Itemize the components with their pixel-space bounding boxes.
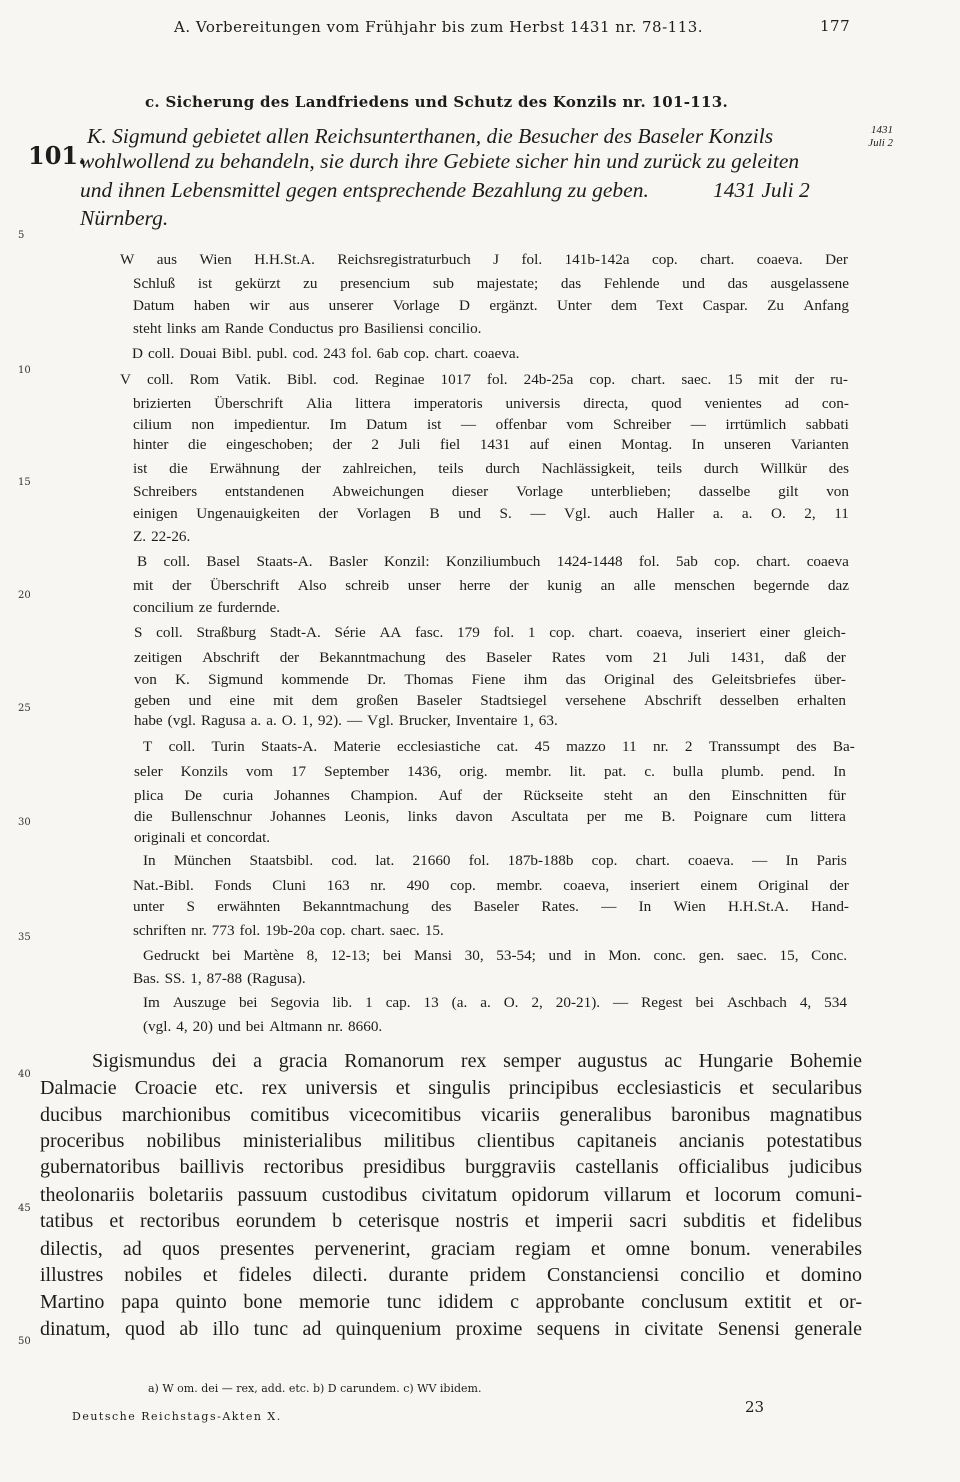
apparatus-line: von K. Sigmund kommende Dr. Thomas Fiene ihm das Original des Geleitsbriefes über- bbox=[134, 671, 846, 688]
text-line: theolonariis boletariis passuum custodibus civitatum opidorum villarum et locorum comuni- bbox=[40, 1184, 862, 1206]
apparatus-line: Schluß ist gekürzt zu presencium sub majestate; das Fehlende und das ausgelassene bbox=[133, 275, 849, 292]
margin-date-year: 1431 bbox=[871, 124, 893, 136]
apparatus-line: Datum haben wir aus unserer Vorlage D ergänzt. Unter dem Text Caspar. Zu Anfang bbox=[133, 297, 849, 314]
apparatus-line: plica De curia Johannes Champion. Auf der Rückseite steht an den Einschnitten für bbox=[134, 787, 846, 804]
document-date: 1431 Juli 2 bbox=[713, 178, 810, 202]
text-line: dilectis, ad quos presentes pervenerint, graciam regiam et omne bonum. venerabiles bbox=[40, 1238, 862, 1260]
apparatus-line: In München Staatsbibl. cod. lat. 21660 fol. 187b-188b cop. chart. coaeva. — In Paris bbox=[143, 852, 847, 869]
apparatus-line: S coll. Straßburg Stadt-A. Série AA fasc. 179 fol. 1 cop. chart. coaeva, inseriert einer gleich- bbox=[134, 624, 846, 641]
apparatus-line: cilium non impedientur. Im Datum ist — offenbar vom Schreiber — irrtümlich sabbati bbox=[133, 416, 849, 433]
apparatus-line: geben und eine mit dem großen Baseler Stadtsiegel versehene Abschrift desselben erhalten bbox=[134, 692, 846, 709]
apparatus-line: T coll. Turin Staats-A. Materie ecclesiastiche cat. 45 mazzo 11 nr. 2 Transsumpt des Ba- bbox=[143, 738, 855, 755]
apparatus-line: Schreibers entstandenen Abweichungen dieser Vorlage unterblieben; dasselbe gilt von bbox=[133, 483, 849, 500]
apparatus-line: Nat.-Bibl. Fonds Cluni 163 nr. 490 cop. membr. coaeva, inseriert einem Original der bbox=[133, 877, 849, 894]
apparatus-line: brizierten Überschrift Alia littera imperatoris universis directa, quod venientes ad con- bbox=[133, 395, 849, 412]
text-line: dinatum, quod ab illo tunc ad quinquenium proxime sequens in civitate Senensi generale bbox=[40, 1318, 862, 1340]
line-number: 15 bbox=[18, 477, 31, 488]
apparatus-line: hinter die eingeschoben; der 2 Juli fiel 1431 auf einen Montag. In unseren Varianten bbox=[133, 436, 849, 453]
text-line: Sigismundus dei a gracia Romanorum rex semper augustus ac Hungarie Bohemie bbox=[92, 1050, 862, 1072]
apparatus-line: Gedruckt bei Martène 8, 12-13; bei Mansi 30, 53-54; und in Mon. conc. gen. saec. 15, Conc. bbox=[143, 947, 847, 964]
document-title-line-3: und ihnen Lebensmittel gegen entsprechende Bezahlung zu geben. bbox=[80, 178, 649, 202]
apparatus-line: mit der Überschrift Also schreib unser herre der kunig an alle menschen begernde daz bbox=[133, 577, 849, 594]
line-number: 5 bbox=[18, 230, 25, 241]
line-number: 30 bbox=[18, 817, 31, 828]
apparatus-line: seler Konzils vom 17 September 1436, orig. membr. lit. pat. c. bulla plumb. pend. In bbox=[134, 763, 846, 780]
apparatus-line: V coll. Rom Vatik. Bibl. cod. Reginae 1017 fol. 24b-25a cop. chart. saec. 15 mit der ru- bbox=[120, 371, 848, 388]
apparatus-line: B coll. Basel Staats-A. Basler Konzil: Konziliumbuch 1424-1448 fol. 5ab cop. chart. coaeva bbox=[137, 553, 849, 570]
line-number: 20 bbox=[18, 590, 31, 601]
apparatus-line: W aus Wien H.H.St.A. Reichsregistraturbuch J fol. 141b-142a cop. chart. coaeva. Der bbox=[120, 251, 848, 268]
apparatus-line: (vgl. 4, 20) und bei Altmann nr. 8660. bbox=[143, 1018, 383, 1035]
apparatus-line: Z. 22-26. bbox=[133, 528, 191, 545]
line-number: 45 bbox=[18, 1203, 31, 1214]
apparatus-line: unter S erwähnten Bekanntmachung des Baseler Rates. — In Wien H.H.St.A. Hand- bbox=[133, 898, 849, 915]
margin-date bbox=[848, 124, 893, 150]
text-line: illustres nobiles et fideles dilecti. durante pridem Constanciensi concilio et domino bbox=[40, 1264, 862, 1286]
text-line: gubernatoribus baillivis rectoribus presidibus burggraviis castellanis officialibus judicibus bbox=[40, 1156, 862, 1178]
apparatus-line: habe (vgl. Ragusa a. a. O. 1, 92). — Vgl. Brucker, Inventaire 1, 63. bbox=[134, 712, 558, 729]
section-heading: c. Sicherung des Landfriedens und Schutz des Konzils nr. 101-113. bbox=[145, 93, 728, 111]
document-title-line-4: Nürnberg. bbox=[80, 206, 169, 230]
apparatus-line: Bas. SS. 1, 87-88 (Ragusa). bbox=[133, 970, 306, 987]
text-line: ducibus marchionibus comitibus vicecomitibus vicariis generalibus baronibus magnatibus bbox=[40, 1104, 862, 1126]
line-number: 50 bbox=[18, 1336, 31, 1347]
signature-number: 23 bbox=[745, 1398, 765, 1416]
line-number: 40 bbox=[18, 1069, 31, 1080]
apparatus-line: originali et concordat. bbox=[134, 829, 271, 846]
apparatus-line: ist die Erwähnung der zahlreichen, teils durch Nachlässigkeit, teils durch Willkür des bbox=[133, 460, 849, 477]
apparatus-line: einigen Ungenauigkeiten der Vorlagen B und S. — Vgl. auch Haller a. a. O. 2, 11 bbox=[133, 505, 849, 522]
document-title-line-2: wohlwollend zu behandeln, sie durch ihre Gebiete sicher hin und zurück zu geleiten bbox=[80, 149, 800, 173]
document-title-line-1: K. Sigmund gebietet allen Reichsunterthanen, die Besucher des Baseler Konzils bbox=[87, 124, 774, 148]
footnotes: a) W om. dei — rex, add. etc. b) D carundem. c) WV ibidem. bbox=[148, 1382, 482, 1395]
apparatus-line: concilium ze furdernde. bbox=[133, 599, 281, 616]
text-line: Dalmacie Croacie etc. rex universis et singulis principibus ecclesiasticis et secularibus bbox=[40, 1077, 862, 1099]
page-number: 177 bbox=[820, 17, 851, 35]
text-line: Martino papa quinto bone memorie tunc ididem c approbante conclusum extitit et or- bbox=[40, 1291, 862, 1313]
apparatus-line: zeitigen Abschrift der Bekanntmachung des Baseler Rates vom 21 Juli 1431, daß der bbox=[134, 649, 846, 666]
apparatus-line: schriften nr. 773 fol. 19b-20a cop. chart. saec. 15. bbox=[133, 922, 444, 939]
apparatus-line: Im Auszuge bei Segovia lib. 1 cap. 13 (a. a. O. 2, 20-21). — Regest bei Aschbach 4, 534 bbox=[143, 994, 847, 1011]
text-line: tatibus et rectoribus eorundem b ceterisque nostris et imperii sacri subditis et fidelibus bbox=[40, 1210, 862, 1232]
apparatus-line: steht links am Rande Conductus pro Basiliensi concilio. bbox=[133, 320, 482, 337]
line-number: 10 bbox=[18, 365, 31, 376]
apparatus-line: die Bullenschnur Johannes Leonis, links davon Ascultata per me B. Poignare cum littera bbox=[134, 808, 846, 825]
apparatus-line: D coll. Douai Bibl. publ. cod. 243 fol. 6ab cop. chart. coaeva. bbox=[132, 345, 520, 362]
text-line: proceribus nobilibus ministerialibus militibus clientibus capitaneis ancianis potestatibus bbox=[40, 1130, 862, 1152]
document-number: 101. bbox=[28, 141, 87, 170]
signature: Deutsche Reichstags-Akten X. bbox=[72, 1410, 282, 1423]
running-head: A. Vorbereitungen vom Frühjahr bis zum Herbst 1431 nr. 78-113. bbox=[174, 18, 704, 36]
margin-date-day: Juli 2 bbox=[868, 137, 893, 149]
line-number: 35 bbox=[18, 932, 31, 943]
line-number: 25 bbox=[18, 703, 31, 714]
